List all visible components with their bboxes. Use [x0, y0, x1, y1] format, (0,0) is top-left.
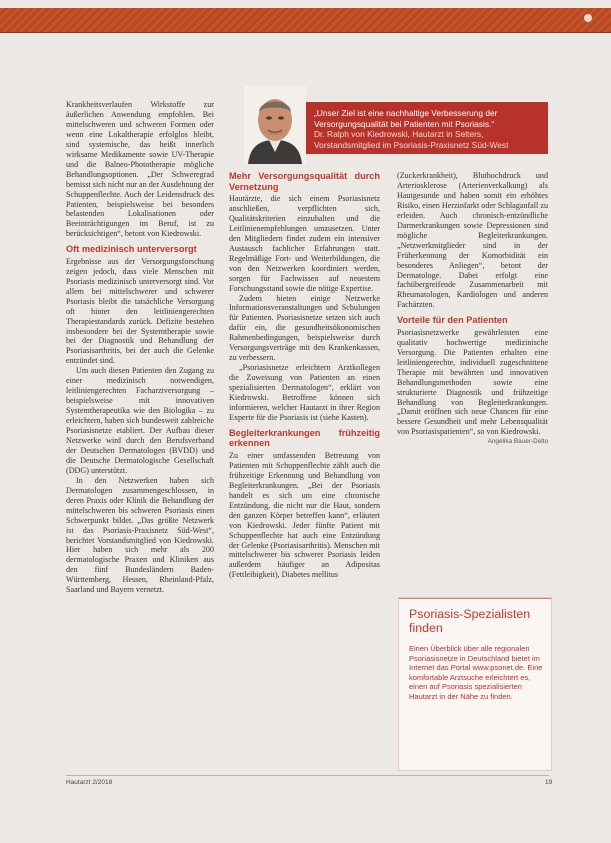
paragraph: Hautärzte, die sich einem Psoriasisnetz anschließen, verpflichten sich, Qualitätskriterien einzuhalten und die Leitlinienempfehlungen umzusetzen. Unter den Mitgliedern findet zudem ein intensiver Austausch fachlicher Erfahrungen statt. Regelmäßige Fort- und Weiterbildungen, die von den Netzwerken koordiniert werden, sorgen für Fachwissen auf neuestem Forschungsstand sowie die nötige Expertise. [229, 194, 380, 293]
header-dot [584, 14, 592, 22]
author-credit: Angelika Bauer-Delto [487, 438, 548, 446]
quote-text-block [314, 108, 546, 150]
info-box-title: Psoriasis-Spezialisten finden [409, 607, 531, 635]
header-band [0, 8, 611, 33]
paragraph: „Psoriasisnetze erleichtern Arztkollegen die Zuweisung von Patienten an einen spezialisierten Dermatologen“, erklärt von Kiedrowski. Betroffene können sich informieren, welcher Hautarzt in ihrer Region Experte für die Psoriasis ist (siehe Kasten). [229, 363, 380, 422]
section-heading: Vorteile für den Patienten [397, 315, 508, 326]
paragraph: Ergebnisse aus der Versorgungsforschung zeigen jedoch, dass viele Menschen mit Psoriasis medizinisch unterversorgt sind. Vor allem bei mittelschwerer und schwerer Psoriasis bleibt die tatsächliche Versorgung oft hinter den leitliniengerechten Therapiestandards zurück. Defizite bestehen insbesondere bei der Systemtherapie sowie bei der Diagnostik und Behandlung der Psoriasisarthritis, bei der auch die Gelenke entzündet sind. [66, 256, 214, 366]
article-column-1 [66, 100, 214, 595]
paragraph: Psoriasisnetzwerke gewährleisten eine qualitativ hochwertige medizinische Versorgung. Die Patienten erhalten eine leitliniengerechte, individuell zugeschnittene Therapie mit bewährten und innovativen Behandlungsmethoden sowie eine strukturierte Diagnostik und frühzeitige Behandlung von Begleiterkrankungen. „Damit eröffnen sich neue Chancen für eine bessere Gesundheit und mehr Lebensqualität von Psoriasispatienten“, so von Kiedrowski. [397, 327, 548, 437]
pull-quote [244, 86, 548, 166]
section-heading: Begleiterkrankungen frühzeitig erkennen [229, 427, 380, 449]
paragraph: Krankheitsverlaufen Wirkstoffe zur äußerlichen Anwendung empfohlen. Bei mittelschweren und schweren Formen oder wenn eine Lokaltherapie erfolglos bleibt, sind systemische, das heißt innerlich wirksame Medikamente sowie UV-Therapie und die Balneo-Phototherapie mögliche Behandlungsoptionen. „Der Schweregrad bemisst sich nicht nur an der Ausdehnung der Schuppenflechte. Auch der Leidensdruck des Patienten, beispielsweise bei besonders belastenden Lokalisationen oder Beeinträchtigungen im Beruf, ist zu berücksichtigen“, betont von Kiedrowski. [66, 100, 214, 239]
footer-publication: Hautarzt 2/2018 [66, 779, 113, 786]
paragraph: (Zuckerkrankheit), Bluthochdruck und Arteriosklerose (Arterienverkalkung) als Hautgesunde und haben somit ein erhöhtes Risiko, einen Herzinfarkt oder Schlaganfall zu erleiden. Auch chronisch-entzündliche Darmerkrankungen sowie Depressionen sind mögliche Begleiterkrankungen. „Netzwerkmitglieder sind in der Früherkennung der Komorbidität ein besonderes Anliegen“, betont der Dermatologe. Dabei erfolgt eine fachübergreifende Zusammenarbeit mit Rheumatologen, Kardiologen und anderen Fachärzten. [397, 171, 548, 310]
info-box-rule [399, 598, 551, 599]
paragraph: Um auch diesen Patienten den Zugang zu einer medizinisch notwendigen, leitliniengerechten Facharztversorgung – beispielsweise mit innovativen Systemtherapeutika wie den Biologika – zu erleichtern, haben sich bundesweit zahlreiche Psoriasisnetze etabliert. Der Aufbau dieser Netzwerke wird durch den Berufsverband der Deutschen Dermatologen (BVDD) und die Deutsche Dermatologische Gesellschaft (DDG) unterstützt. [66, 366, 214, 475]
portrait-photo [244, 86, 306, 164]
paragraph: In den Netzwerken haben sich Dermatologen zusammengeschlossen, in deren Praxis oder Klinik die Behandlung der mittelschweren bis schweren Psoriasis einen Schwerpunkt bildet. „Das größte Netzwerk ist das Psoriasis-Praxisnetz Süd-West“, berichtet Vorstandsmitglied von Kiedrowski. Hier haben sich mehr als 200 dermatologische Praxen und Kliniken aus den fünf Bundesländern Baden-Württemberg, Hessen, Rheinland-Pfalz, Saarland und Bayern vernetzt. [66, 475, 214, 595]
article-column-2 [229, 171, 380, 580]
paragraph: Zu einer umfassenden Betreuung von Patienten mit Schuppenflechte zählt auch die frühzeitige Erkennung und Behandlung von Begleiterkrankungen. „Bei der Psoriasis handelt es sich um eine chronische Entzündung, die nicht nur die Haut, sondern den ganzen Körper betreffen kann“, erläutert von Kiedrowski. Jeder fünfte Patient mit Schuppenflechte hat auch eine Entzündung der Gelenke (Psoriasisarthritis). Menschen mit mittelschwerer bis schwerer Psoriasis leiden außerdem häufiger an Adipositas (Fettleibigkeit), Diabetes mellitus [229, 450, 380, 580]
quote-text: „Unser Ziel ist eine nachhaltige Verbesserung der Versorgungsqualität bei Patienten mit Psoriasis.“ [314, 108, 498, 129]
article-column-3 [397, 171, 548, 447]
page-number: 19 [545, 779, 553, 786]
quote-author: Dr. Ralph von Kiedrowski, Hautarzt in Selters, Vorstandsmitglied im Psoriasis-Praxisnetz Süd-West [314, 129, 509, 150]
section-heading: Mehr Versorgungsqualität durch Vernetzung [229, 171, 380, 192]
footer-divider [66, 775, 549, 776]
info-box-text: Einen Überblick über alle regionalen Psoriasisnetze in Deutschland bietet im Internet das Portal www.psonet.de. Eine komfortable Arztsuche erleichtert es, einen auf Psoriasis spezialisierten Hautarzt in der Nähe zu finden. [409, 644, 543, 701]
section-heading: Oft medizinisch unterversorgt [66, 244, 197, 255]
paragraph: Zudem bieten einige Netzwerke Informationsveranstaltungen und Schulungen für Patienten. Psoriasisnetze setzen sich auch dafür ein, die gesundheitsökonomischen Rahmenbedingungen, beispielsweise durch Versorgungsverträge mit den Krankenkassen, zu verbessern. [229, 293, 380, 363]
info-box [398, 597, 552, 771]
